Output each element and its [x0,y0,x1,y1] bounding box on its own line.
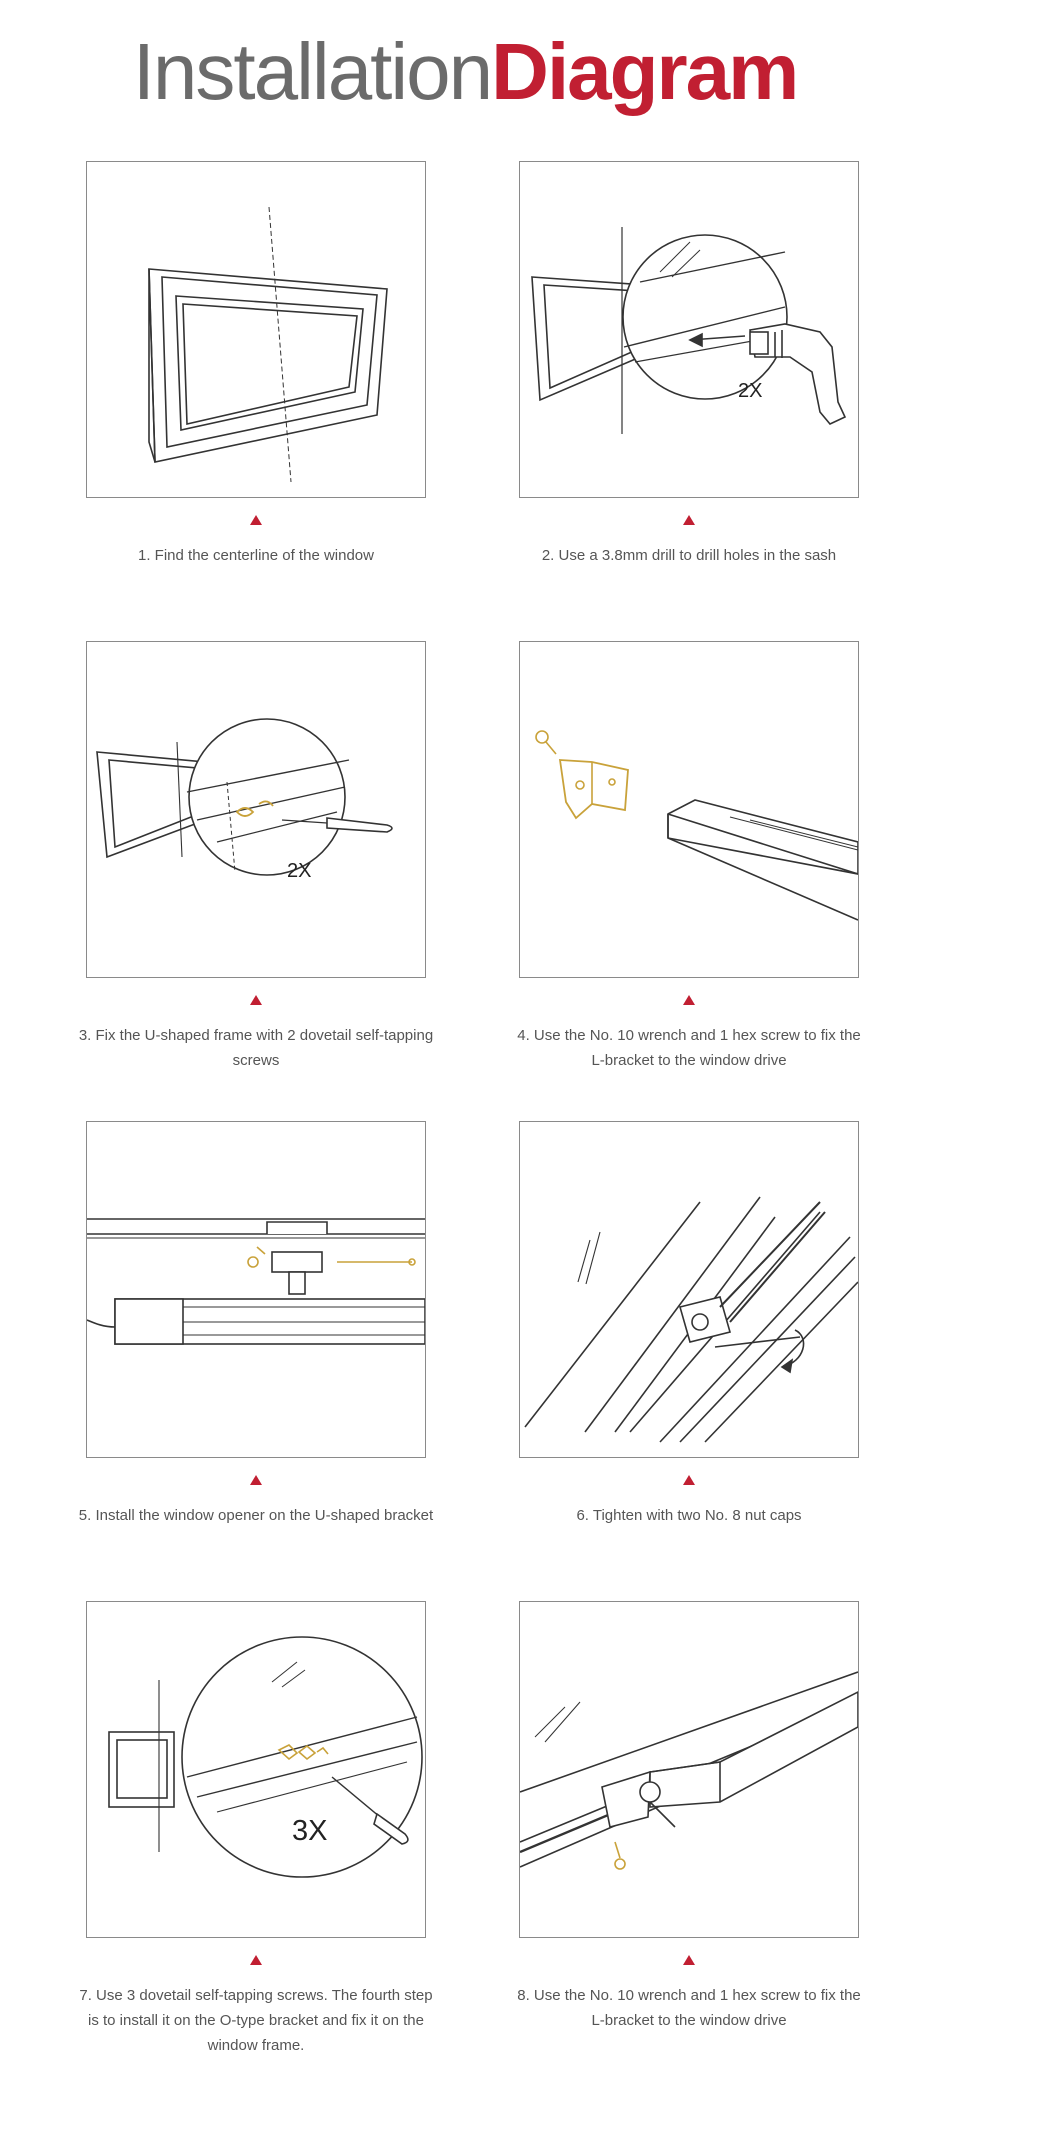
step-marker [683,515,695,525]
step-marker [250,515,262,525]
step-caption: 4. Use the No. 10 wrench and 1 hex screw to fix the L-bracket to the window drive [517,1027,861,1069]
dovetail-screws-drawing [87,1602,425,1937]
window-frame-drawing [87,162,425,497]
step-2-illustration [519,161,859,498]
step-marker [683,1475,695,1485]
final-assembly-drawing [520,1602,858,1937]
step-2 [519,161,859,568]
drill-drawing [520,162,858,497]
step-caption: 5. Install the window opener on the U-shaped bracket [78,1507,434,1524]
step-6-illustration [519,1121,859,1458]
step-5 [78,1121,434,1528]
quantity-label: 3X [292,1815,328,1847]
step-7 [79,1601,433,2058]
step-3 [78,641,434,1073]
step-caption: 8. Use the No. 10 wrench and 1 hex screw to fix the L-bracket to the window drive [517,1987,861,2029]
window-opener-drawing [87,1122,425,1457]
screwdriver-drawing [87,642,425,977]
step-marker [250,1955,262,1965]
step-caption: 1. Find the centerline of the window [138,547,374,564]
title-bold: Diagram [491,27,798,116]
step-caption: 2. Use a 3.8mm drill to drill holes in the sash [541,547,837,564]
step-caption: 7. Use 3 dovetail self-tapping screws. The fourth step is to install it on the O-type bracket and fix it on the window frame. [79,1987,433,2054]
quantity-label: 2X [287,860,312,882]
step-7-illustration [86,1601,426,1938]
quantity-label: 2X [738,380,763,402]
l-bracket-drawing [520,642,858,977]
step-4 [519,641,859,1073]
nut-cap-drawing [520,1122,858,1457]
step-marker [250,1475,262,1485]
step-6 [519,1121,859,1528]
step-1 [86,161,426,568]
page-title [0,22,930,122]
step-marker [683,995,695,1005]
step-5-illustration [86,1121,426,1458]
step-caption: 3. Fix the U-shaped frame with 2 dovetail self-tapping screws [78,1027,434,1069]
step-marker [250,995,262,1005]
step-marker [683,1955,695,1965]
step-caption: 6. Tighten with two No. 8 nut caps [576,1507,802,1524]
step-1-illustration [86,161,426,498]
step-8-illustration [519,1601,859,1938]
step-8 [519,1601,859,2033]
title-light: Installation [132,27,492,116]
step-3-illustration [86,641,426,978]
step-4-illustration [519,641,859,978]
